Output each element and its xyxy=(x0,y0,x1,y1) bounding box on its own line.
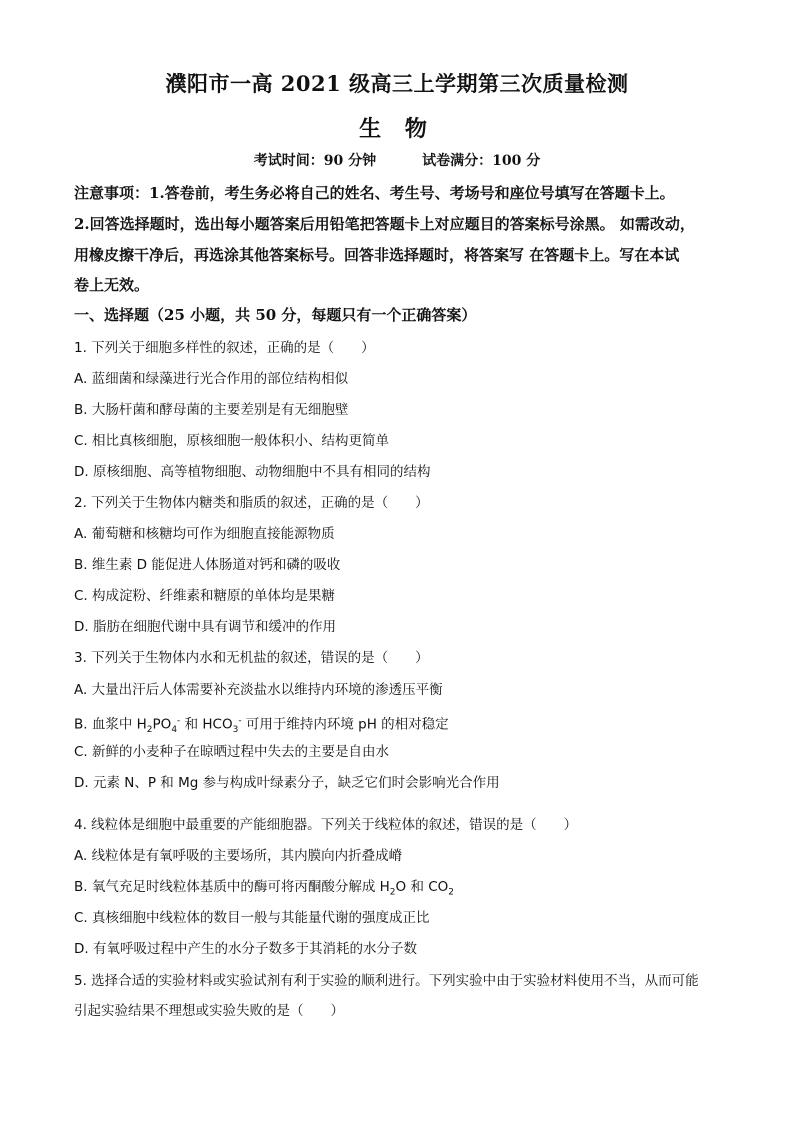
question-4-option-d: D. 有氧呼吸过程中产生的水分子数多于其消耗的水分子数 xyxy=(74,941,417,957)
question-2-option-b: B. 维生素 D 能促进人体肠道对钙和磷的吸收 xyxy=(74,557,341,573)
question-2-stem: 2. 下列关于生物体内糖类和脂质的叙述，正确的是（ ） xyxy=(74,495,429,511)
question-3-option-c: C. 新鲜的小麦种子在晾晒过程中失去的主要是自由水 xyxy=(74,744,390,760)
question-1-option-c: C. 相比真核细胞，原核细胞一般体积小、结构更简单 xyxy=(74,433,390,449)
question-2-option-c: C. 构成淀粉、纤维素和糖原的单体均是果糖 xyxy=(74,588,336,604)
question-3-stem: 3. 下列关于生物体内水和无机盐的叙述，错误的是（ ） xyxy=(74,650,429,666)
notes-line-2: 2.回答选择题时，选出每小题答案后用铅笔把答题卡上对应题目的答案标号涂黑。 如需改动， xyxy=(74,215,695,233)
section-title: 一、选择题（25 小题，共 50 分，每题只有一个正确答案） xyxy=(74,306,477,324)
question-3-option-b: B. 血浆中 $H_2PO_4^-$ 和 $HCO_3^-$ 可用于维持内环境 pH 的相对稳定 xyxy=(74,716,449,736)
exam-time: 考试时间：90 分钟 xyxy=(253,153,377,169)
question-3-option-d: D. 元素 N、P 和 Mg 参与构成叶绿素分子，缺乏它们时会影响光合作用 xyxy=(74,775,500,791)
notes-line-3: 用橡皮擦干净后，再选涂其他答案标号。回答非选择题时，将答案写 在答题卡上。写在本试 xyxy=(74,246,680,264)
question-4-option-b: B. 氧气充足时线粒体基质中的酶可将丙酮酸分解成 $H_2O$ 和 $CO_2$ xyxy=(74,879,455,898)
question-5-stem-line-1: 5. 选择合适的实验材料或实验试剂有利于实验的顺利进行。下列实验中由于实验材料使用不当，从而可能 xyxy=(74,973,699,989)
question-1-option-a: A. 蓝细菌和绿藻进行光合作用的部位结构相似 xyxy=(74,371,349,387)
full-score: 试卷满分：100 分 xyxy=(422,153,541,169)
question-3-option-a: A. 大量出汗后人体需要补充淡盐水以维持内环境的渗透压平衡 xyxy=(74,682,443,698)
question-2-option-d: D. 脂肪在细胞代谢中具有调节和缓冲的作用 xyxy=(74,619,336,635)
question-4-stem: 4. 线粒体是细胞中最重要的产能细胞器。下列关于线粒体的叙述，错误的是（ ） xyxy=(74,817,578,833)
question-4-option-c: C. 真核细胞中线粒体的数目一般与其能量代谢的强度成正比 xyxy=(74,910,430,926)
subject-title: 生 物 xyxy=(359,116,435,142)
question-4-option-a: A. 线粒体是有氧呼吸的主要场所，其内膜向内折叠成嵴 xyxy=(74,848,403,864)
exam-meta xyxy=(0,150,794,170)
question-1-option-d: D. 原核细胞、高等植物细胞、动物细胞中不具有相同的结构 xyxy=(74,464,431,480)
question-2-option-a: A. 葡萄糖和核糖均可作为细胞直接能源物质 xyxy=(74,526,335,542)
exam-title: 濮阳市一高 2021 级高三上学期第三次质量检测 xyxy=(165,71,629,96)
question-5-stem-line-2: 引起实验结果不理想或实验失败的是（ ） xyxy=(74,1003,344,1019)
notes-line-1: 注意事项：1.答卷前，考生务必将自己的姓名、考生号、考场号和座位号填写在答题卡上。 xyxy=(74,184,675,202)
question-1-option-b: B. 大肠杆菌和酵母菌的主要差别是有无细胞壁 xyxy=(74,402,349,418)
question-1-stem: 1. 下列关于细胞多样性的叙述，正确的是（ ） xyxy=(74,340,375,356)
notes-line-4: 卷上无效。 xyxy=(74,276,150,294)
